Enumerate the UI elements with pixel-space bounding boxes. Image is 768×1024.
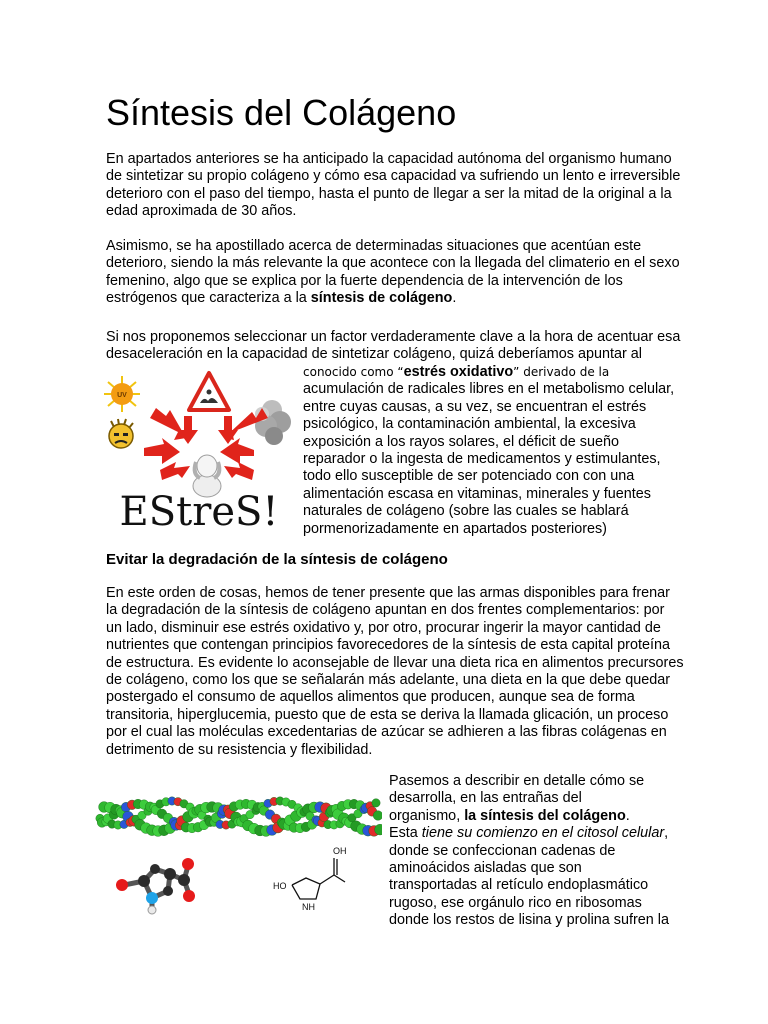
nh-label: NH bbox=[302, 902, 315, 912]
text-line: aminoácidos aisladas que son bbox=[389, 860, 582, 877]
text-line: edad aproximada de 30 años. bbox=[106, 203, 297, 220]
text-segment: organismo, bbox=[389, 807, 465, 824]
text-line: En apartados anteriores se ha anticipado la capacidad autónoma del organismo humano bbox=[106, 151, 672, 167]
text-line: de sintetizar su propio colágeno y cómo esa capacidad va sufriendo un lento e irreversible bbox=[106, 168, 681, 185]
stress-text-block bbox=[303, 364, 675, 538]
paragraph-sintesis bbox=[389, 773, 689, 930]
text-line: desaceleración en la capacidad de sintetizar colágeno, quizá deberíamos apuntar al bbox=[106, 346, 643, 363]
bold-term: la síntesis del colágeno bbox=[464, 807, 626, 824]
stress-illustration bbox=[104, 370, 294, 530]
estres-word: EStreS! bbox=[119, 489, 279, 530]
text-segment: . bbox=[625, 807, 630, 824]
text-line: reparador o la ingesta de medicamentos y estimulantes, bbox=[303, 451, 661, 468]
text-line: de estructura. Es evidente lo aconsejable de llevar una dieta rica en alimentos precursores bbox=[106, 654, 684, 671]
text-line: de colágeno, como los que se señalarán más adelante, una dieta en la que debe quedar bbox=[106, 672, 671, 689]
text-line bbox=[106, 290, 666, 307]
text-line: Si nos proponemos seleccionar un factor verdaderamente clave a la hora de acentuar esa bbox=[106, 329, 681, 345]
text-segment: Esta bbox=[389, 825, 422, 842]
text-line: nutrientes que contengan principios favorecedores de la síntesis de esta capital proteína bbox=[106, 637, 670, 654]
text-line: detrimento de su resistencia y flexibilidad. bbox=[106, 741, 373, 758]
text-line: postergado el consumo de aquellos alimentos que producen, aunque sea de forma bbox=[106, 689, 635, 706]
text-line: rugoso, ese orgánulo rico en ribosomas bbox=[389, 894, 642, 911]
text-segment: , bbox=[664, 825, 669, 842]
text-line: Asimismo, se ha apostillado acerca de determinadas situaciones que acentúan este bbox=[106, 238, 642, 254]
text-line: por el cual las moléculas excedentarias de azúcar se adhieren a las fibras colágenas en bbox=[106, 724, 667, 741]
text-line: todo ello susceptible de ser potenciado con con una bbox=[303, 468, 635, 485]
text-segment: ” derivado de la bbox=[513, 365, 610, 379]
paragraph-factor bbox=[106, 329, 681, 364]
text-line: entre cuyas causas, a su vez, se encuentran el estrés bbox=[303, 398, 647, 415]
text-line: En este orden de cosas, hemos de tener presente que las armas disponibles para frenar bbox=[106, 585, 670, 601]
uv-sun-icon bbox=[104, 376, 140, 412]
text-line: psicológico, la contaminación ambiental, la excesiva bbox=[303, 416, 636, 433]
paragraph-climaterio bbox=[106, 238, 680, 308]
collagen-molecule-illustration bbox=[92, 768, 382, 928]
oh-label: OH bbox=[333, 846, 347, 856]
text-line bbox=[389, 825, 689, 842]
italic-term: tiene su comienzo en el citosol celular bbox=[421, 825, 665, 842]
text-line: la degradación de la síntesis de colágeno apuntan en dos frentes complementarios: por bbox=[106, 602, 665, 619]
ho-label: HO bbox=[273, 881, 287, 891]
text-line: transportadas al retículo endoplasmático bbox=[389, 877, 649, 894]
bold-term: estrés oxidativo bbox=[403, 364, 514, 380]
text-line: alimentación escasa en vitaminas, minerales y fuentes bbox=[303, 485, 651, 502]
text-line: un lado, disminuir ese estrés oxidativo y, por otro, procurar ingerir la mayor cantidad de bbox=[106, 619, 661, 636]
text-line: transitoria, hiperglucemia, puesto que de esta se deriva la llamada glicación, un proceso bbox=[106, 706, 669, 723]
text-line: pormenorizadamente en apartados posteriores) bbox=[303, 520, 607, 537]
hydroxyproline-formula bbox=[273, 846, 347, 912]
angry-face-icon bbox=[109, 419, 133, 448]
text-line: exposición a los rayos solares, el déficit de sueño bbox=[303, 433, 619, 450]
warning-sign-icon bbox=[189, 373, 229, 410]
section-heading: Evitar la degradación de la síntesis de colágeno bbox=[106, 551, 448, 568]
text-line: femenino, algo que se explica por la fuerte dependencia de la intervención de los bbox=[106, 272, 623, 289]
text-line: naturales de colágeno (sobre las cuales se hablará bbox=[303, 503, 629, 520]
page-title: Síntesis del Colágeno bbox=[106, 92, 457, 133]
text-line: acumulación de radicales libres en el metabolismo celular, bbox=[303, 381, 675, 398]
uv-label: UV bbox=[117, 392, 127, 399]
text-line: donde los restos de lisina y prolina sufren la bbox=[389, 912, 669, 929]
text-line: desarrolla, en las entrañas del bbox=[389, 790, 582, 807]
text-line bbox=[389, 808, 689, 825]
text-line: deterioro, siendo la más relevante la que acontece con la llegada del climaterio en el sexo bbox=[106, 255, 680, 272]
text-segment: estrógenos que caracteriza a la bbox=[106, 290, 311, 307]
bold-term: síntesis de colágeno bbox=[310, 290, 453, 307]
collagen-helix-image bbox=[96, 797, 382, 837]
text-line: donde se confeccionan cadenas de bbox=[389, 842, 616, 859]
paragraph-degradacion bbox=[106, 585, 684, 759]
paragraph-intro bbox=[106, 151, 681, 221]
text-line bbox=[303, 364, 633, 381]
text-segment: . bbox=[452, 290, 457, 307]
pollution-smoke-icon bbox=[255, 400, 291, 445]
text-line: deterioro con el paso del tiempo, hasta el punto de llegar a ser la mitad de la original a la bbox=[106, 185, 672, 202]
text-segment: conocido como “ bbox=[303, 365, 404, 379]
text-line: Pasemos a describir en detalle cómo se bbox=[389, 773, 645, 789]
ball-and-stick-molecule bbox=[116, 858, 195, 914]
